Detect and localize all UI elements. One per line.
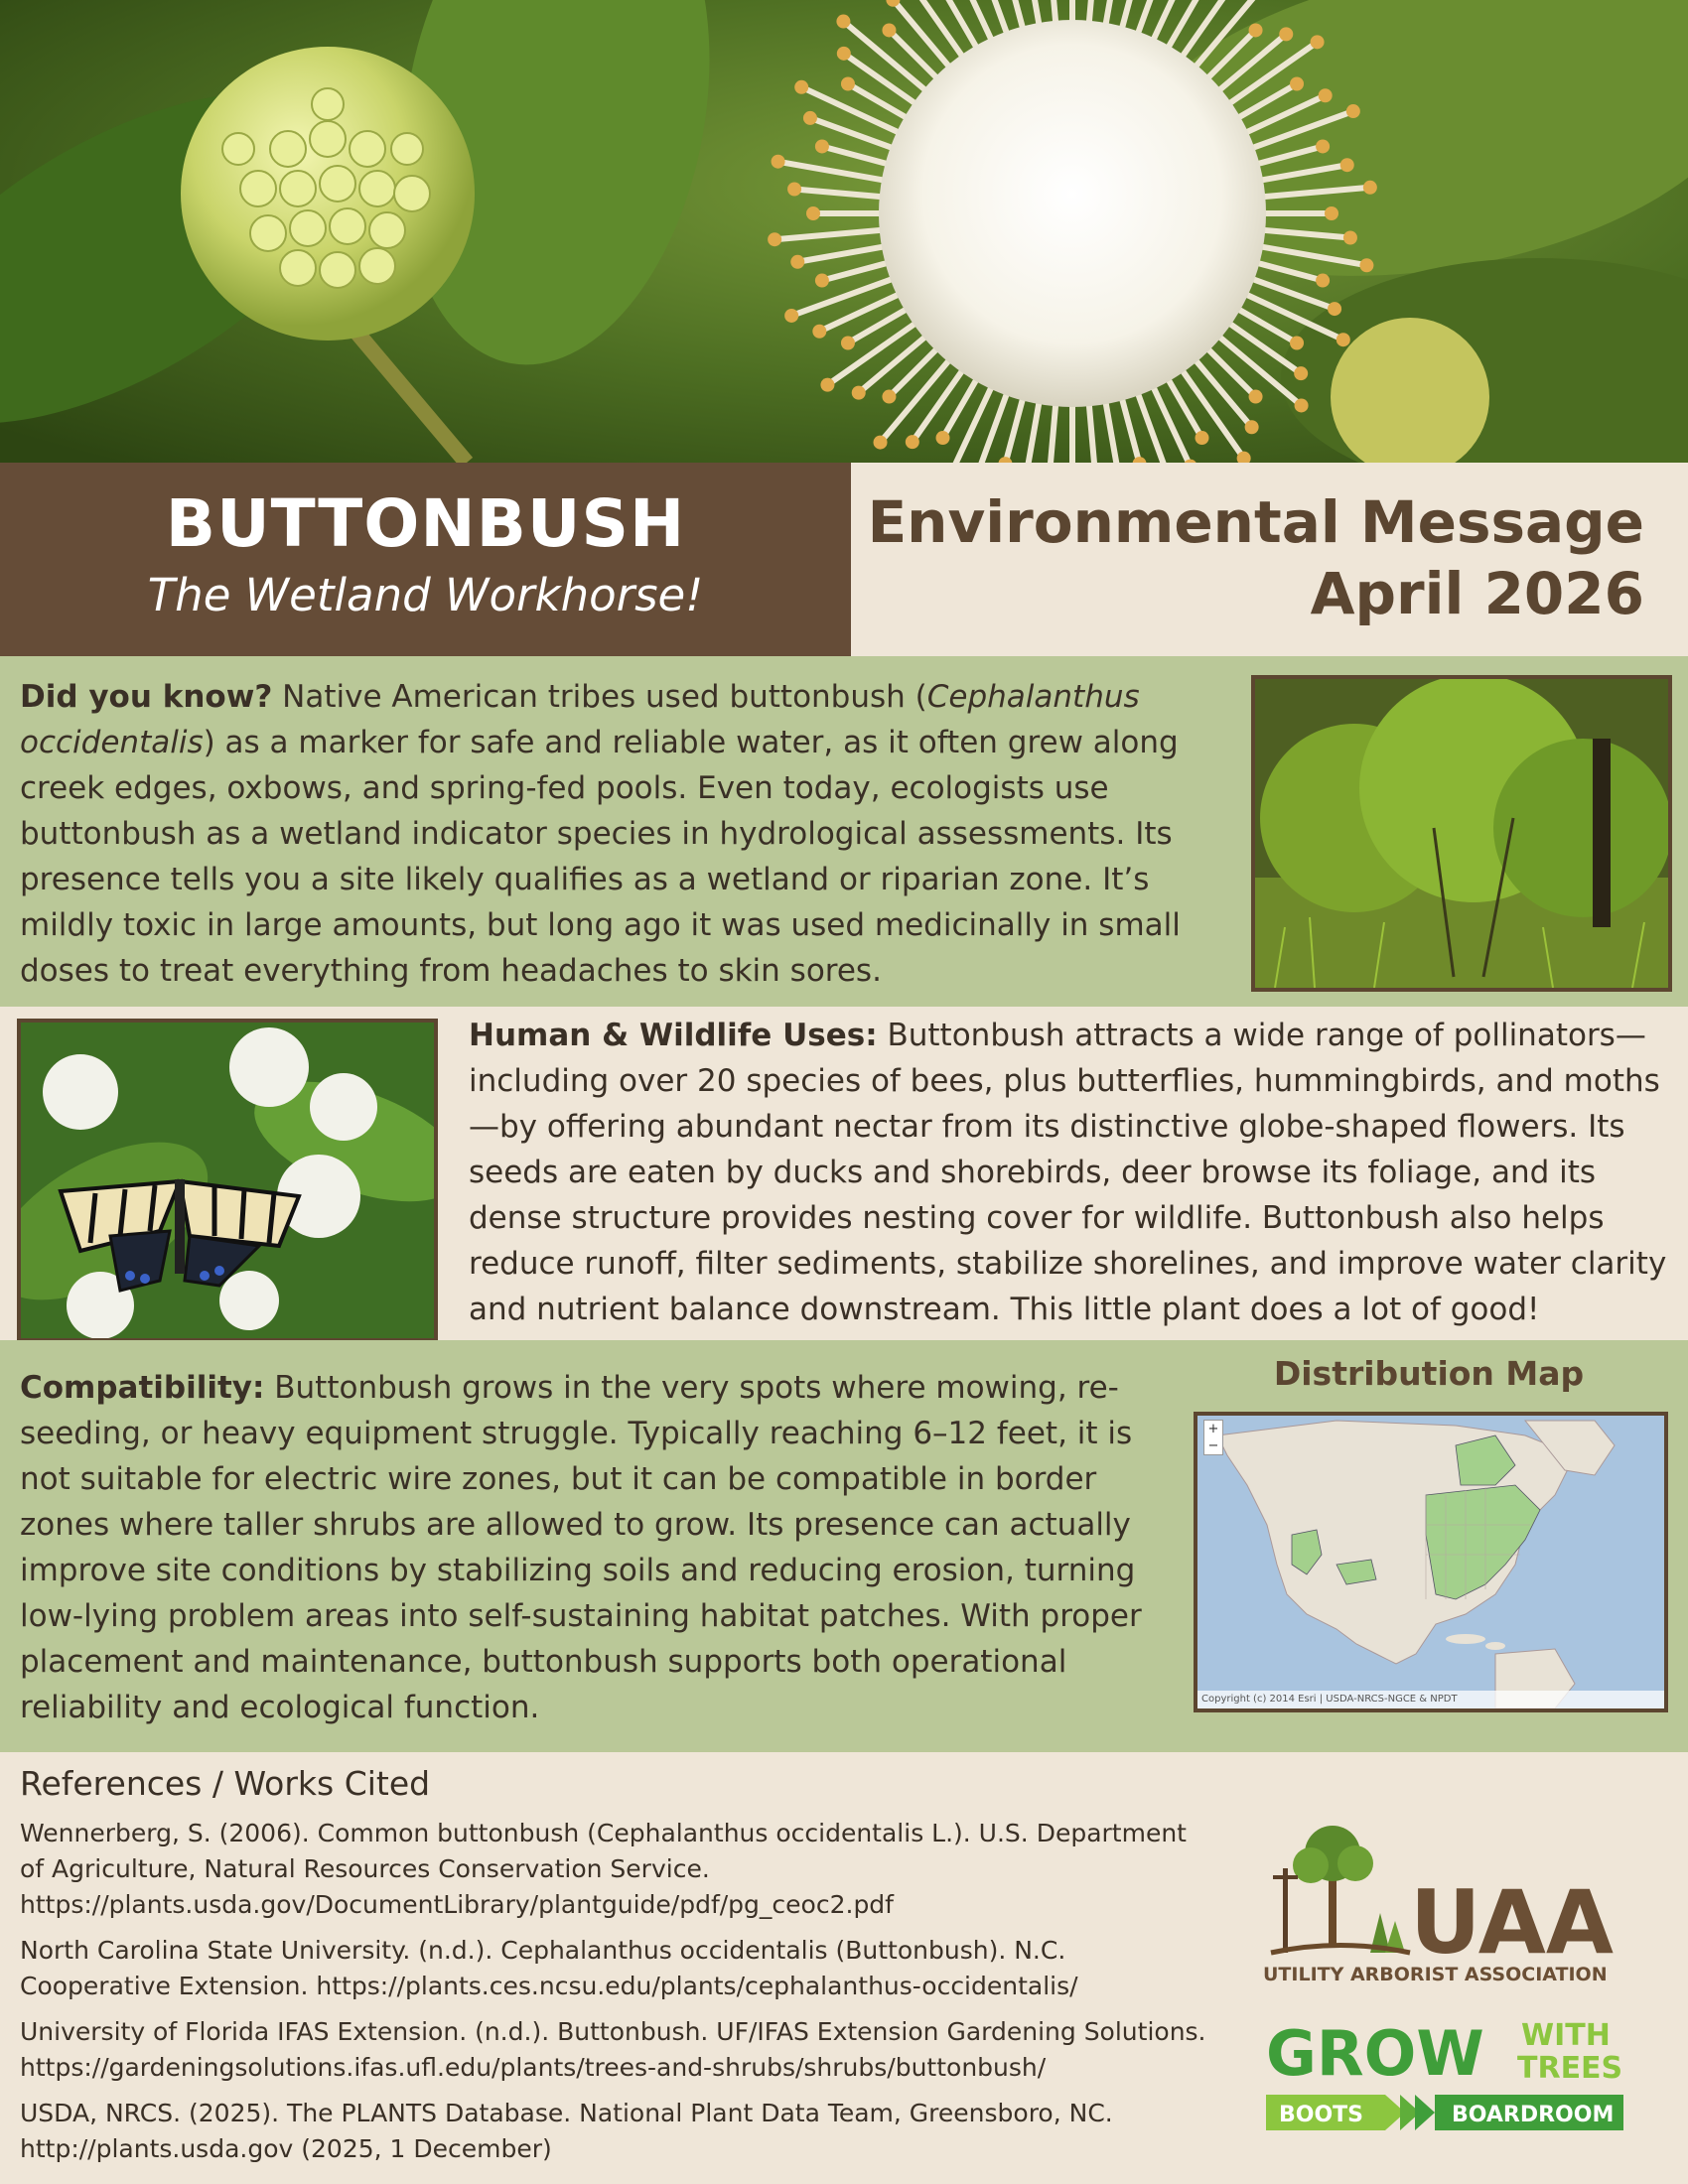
butterfly-photo-icon <box>17 1019 438 1342</box>
zoom-in-button[interactable]: + <box>1207 1422 1219 1436</box>
issue-header <box>851 463 1688 656</box>
references-section <box>0 1752 1688 2184</box>
map-title: Distribution Map <box>1273 1354 1585 1393</box>
reference-item: USDA, NRCS. (2025). The PLANTS Database. National Plant Data Team, Greensboro, NC. http://plants.usda.gov (2025, 1 December) <box>20 2099 1113 2163</box>
issue-title: Environmental Message <box>867 488 1644 556</box>
did-you-know-section <box>0 656 1688 1007</box>
gwt-boots: BOOTS <box>1279 2103 1364 2127</box>
references-title: References / Works Cited <box>20 1764 431 1803</box>
did-you-know-heading: Did you know? <box>20 679 273 715</box>
human-wildlife-heading: Human & Wildlife Uses: <box>469 1018 878 1053</box>
uaa-logo <box>1261 1804 1658 1987</box>
human-wildlife-text: Human & Wildlife Uses: Buttonbush attracts a wide range of pollinators—including over 20 species of bees, plus butterflies, hummingbirds, and moths—by offering abundant nectar from its distinctive globe-shaped flowers. Its seeds are eaten by ducks and shorebirds, deer browse its foliage, and its dense structure provides nesting cover for wildlife. Buttonbush also helps reduce runoff, filter sediments, stabilize shorelines, and improve water clarity and nutrient balance downstream. This little plant does a lot of good! <box>469 1018 1667 1327</box>
map-credit: Copyright (c) 2014 Esri | USDA-NRCS-NGCE & NPDT <box>1197 1691 1664 1708</box>
uaa-letters: UAA <box>1410 1871 1614 1974</box>
uaa-name: UTILITY ARBORIST ASSOCIATION <box>1263 1964 1608 1985</box>
hero-photo <box>0 0 1688 463</box>
reference-item: University of Florida IFAS Extension. (n.d.). Buttonbush. UF/IFAS Extension Gardening Solutions. https://gardeningsolutions.ifas.ufl.edu/plants/trees-and-shrubs/shrubs/buttonbush/ <box>20 2017 1206 2082</box>
page-title: BUTTONBUSH <box>165 485 686 562</box>
gwt-with: WITH <box>1521 2018 1611 2053</box>
gwt-boardroom: BOARDROOM <box>1452 2103 1615 2127</box>
title-banner <box>0 463 851 656</box>
gwt-grow: GROW <box>1266 2017 1484 2090</box>
zoom-out-button[interactable]: − <box>1207 1438 1219 1453</box>
page-subtitle: The Wetland Workhorse! <box>147 569 704 621</box>
human-wildlife-section <box>0 1007 1688 1340</box>
did-you-know-text: Did you know? Native American tribes used buttonbush (Cephalanthus occidentalis) as a marker for safe and reliable water, as it often grew along creek edges, oxbows, and spring-fed pools. Even today, ecologists use buttonbush as a wetland indicator species in hydrological assessments. Its presence tells you a site likely qualifies as a wetland or riparian zone. It’s mildly toxic in large amounts, but long ago it was used medicinally in small doses to treat everything from headaches to skin sores. <box>20 679 1181 989</box>
compatibility-text: Compatibility: Buttonbush grows in the very spots where mowing, re-seeding, or heavy equipment struggle. Typically reaching 6–12 feet, it is not suitable for electric wire zones, but it can be compatible in border zones where taller shrubs are allowed to grow. Its presence can actually improve site conditions by stabilizing soils and reducing erosion, turning low-lying problem areas into self-sustaining habitat patches. With proper placement and maintenance, buttonbush supports both operational reliability and ecological function. <box>20 1370 1142 1725</box>
issue-date: April 2026 <box>1310 560 1644 627</box>
compatibility-section <box>0 1340 1688 1752</box>
grow-with-trees-logo <box>1261 2000 1658 2169</box>
map-zoom-control[interactable] <box>1203 1420 1223 1455</box>
shrub-photo-icon <box>1251 675 1672 992</box>
reference-item: North Carolina State University. (n.d.). Cephalanthus occidentalis (Buttonbush). N.C. Cooperative Extension. https://plants.ces.ncsu.edu/plants/cephalanthus-occidentalis/ <box>20 1936 1078 2000</box>
compatibility-heading: Compatibility: <box>20 1370 265 1406</box>
reference-item: Wennerberg, S. (2006). Common buttonbush (Cephalanthus occidentalis L.). U.S. Department of Agriculture, Natural Resources Conservation Service. https://plants.usda.gov/DocumentLibrary/plantguide/pdf/pg_ceoc2.pdf <box>20 1819 1187 1919</box>
references-list <box>20 1816 1211 2177</box>
gwt-trees: TREES <box>1517 2051 1623 2086</box>
distribution-map-icon[interactable] <box>1194 1412 1668 1712</box>
